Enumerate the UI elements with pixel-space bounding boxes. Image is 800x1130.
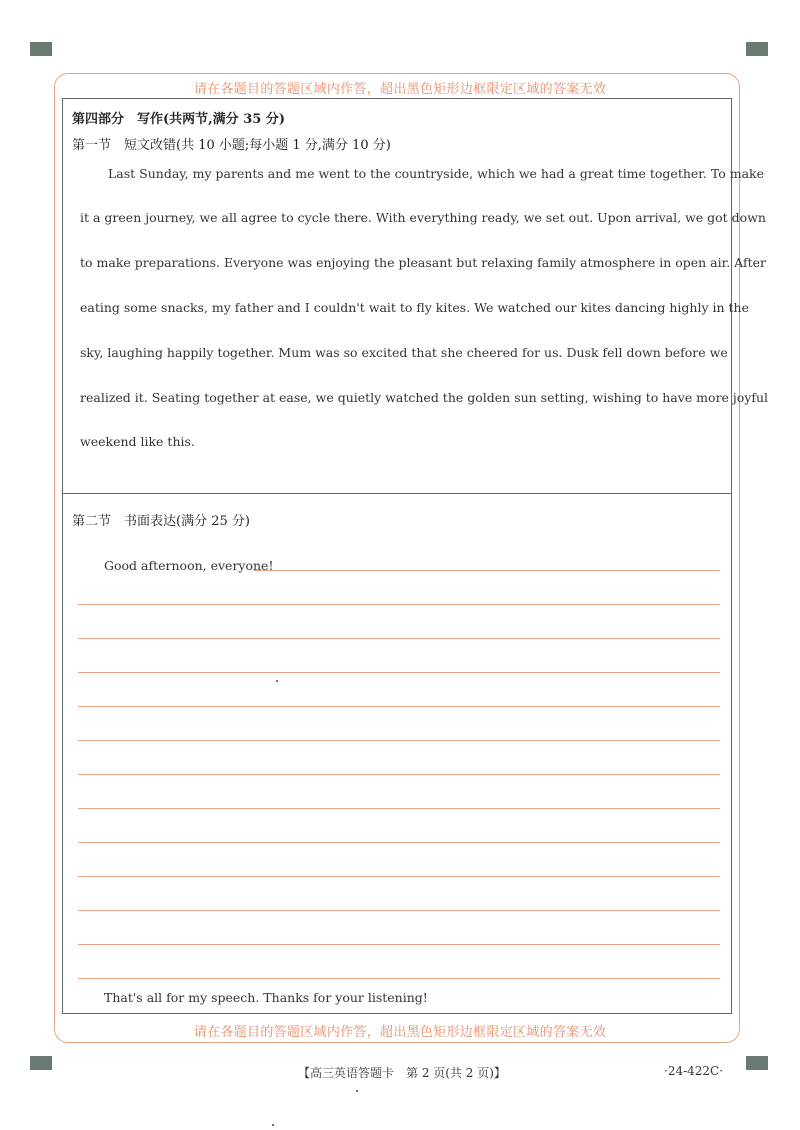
section-divider [62, 493, 732, 494]
writing-line[interactable] [78, 842, 720, 843]
speech-opening: Good afternoon, everyone! [104, 558, 274, 573]
section1-title: 第一节 短文改错(共 10 小题;每小题 1 分,满分 10 分) [72, 138, 391, 153]
registration-marker-bottom-right [746, 1056, 768, 1070]
writing-line[interactable] [78, 706, 720, 707]
writing-line[interactable] [78, 910, 720, 911]
scan-speck [276, 680, 278, 682]
passage-line: it a green journey, we all agree to cycle there. With everything ready, we set out. Upon arrival, we got down [80, 210, 766, 225]
passage-line: Last Sunday, my parents and me went to the countryside, which we had a great time together. To make [108, 166, 764, 181]
registration-marker-top-left [30, 42, 52, 56]
section2-title: 第二节 书面表达(满分 25 分) [72, 514, 250, 529]
document-code: ·24-422C· [664, 1064, 724, 1078]
passage-line: realized it. Seating together at ease, we quietly watched the golden sun setting, wishing to have more joyful [80, 390, 769, 405]
writing-line[interactable] [78, 638, 720, 639]
writing-line[interactable] [78, 876, 720, 877]
registration-marker-bottom-left [30, 1056, 52, 1070]
writing-line[interactable] [78, 740, 720, 741]
warning-top: 请在各题目的答题区域内作答，超出黑色矩形边框限定区域的答案无效 [193, 82, 607, 97]
speech-closing: That's all for my speech. Thanks for your listening! [104, 990, 428, 1005]
passage-line: weekend like this. [80, 434, 195, 449]
writing-line[interactable] [78, 672, 720, 673]
registration-marker-top-right [746, 42, 768, 56]
part4-title: 第四部分 写作(共两节,满分 35 分) [72, 112, 285, 127]
writing-line[interactable] [78, 944, 720, 945]
passage-line: eating some snacks, my father and I couldn't wait to fly kites. We watched our kites dancing highly in the [80, 300, 750, 315]
scan-speck [356, 1090, 358, 1092]
writing-line[interactable] [78, 604, 720, 605]
page-footer-label: 【高三英语答题卡 第 2 页(共 2 页)】 [298, 1066, 506, 1080]
writing-line[interactable] [78, 808, 720, 809]
passage-line: sky, laughing happily together. Mum was so excited that she cheered for us. Dusk fell down before we [80, 345, 728, 360]
scan-speck [272, 1124, 274, 1126]
warning-bottom: 请在各题目的答题区域内作答，超出黑色矩形边框限定区域的答案无效 [193, 1025, 607, 1040]
passage-line: to make preparations. Everyone was enjoying the pleasant but relaxing family atmosphere in open air. After [80, 255, 767, 270]
writing-line[interactable] [254, 570, 720, 571]
writing-line[interactable] [78, 774, 720, 775]
writing-line[interactable] [78, 978, 720, 979]
